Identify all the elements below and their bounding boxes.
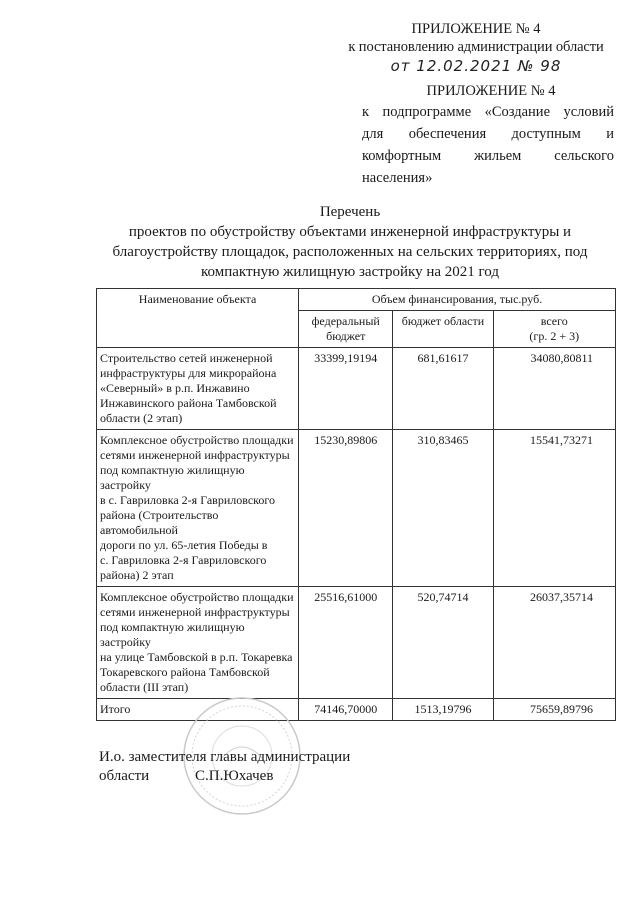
table-row	[97, 348, 616, 430]
object-name-line: «Северный» в р.п. Инжавино	[100, 381, 250, 395]
header-object-name: Наименование объекта	[97, 289, 299, 348]
object-name-line: с. Гавриловка 2-я Гавриловского	[100, 553, 267, 567]
title-line: благоустройству площадок, расположенных на сельских территориях, под	[112, 244, 588, 260]
object-name-line: сетями инженерной инфраструктуры	[100, 448, 290, 462]
funding-table	[96, 288, 616, 721]
title-line: Перечень	[319, 204, 381, 220]
regional-budget-cell: 681,61617	[393, 348, 493, 430]
object-name-line: района) 2 этап	[100, 568, 174, 582]
federal-budget-cell: 25516,61000	[299, 587, 393, 699]
appendix-title-2: ПРИЛОЖЕНИЕ № 4	[426, 83, 556, 99]
federal-budget-cell: 33399,19194	[299, 348, 393, 430]
table-row	[97, 587, 616, 699]
object-name-line: Инжавинского района Тамбовской	[100, 396, 277, 410]
handwritten-date: от 12.02.2021 № 98	[390, 57, 562, 75]
object-name-line: области (III этап)	[100, 680, 189, 694]
object-name-line: инфраструктуры для микрорайона	[100, 366, 277, 380]
subprogram-line: населения»	[362, 170, 433, 186]
total-label-cell: Итого	[97, 699, 299, 721]
signer-position: И.о. заместителя главы администрации	[99, 749, 351, 765]
object-name-cell	[97, 587, 299, 699]
object-name-cell	[97, 348, 299, 430]
object-name-line: сетями инженерной инфраструктуры	[100, 605, 290, 619]
table-body	[97, 348, 616, 721]
object-name-line: дороги по ул. 65-летия Победы в	[100, 538, 268, 552]
signer-position-cont: области	[99, 768, 150, 784]
object-name-line: Комплексное обустройство площадки	[100, 590, 294, 604]
object-name-line: на улице Тамбовской в р.п. Токаревка	[100, 650, 293, 664]
grand-total-cell: 75659,89796	[493, 699, 615, 721]
resolution-line: к постановлению администрации области	[348, 39, 604, 55]
total-cell: 34080,80811	[493, 348, 615, 430]
object-name-cell	[97, 430, 299, 587]
object-name-line: Комплексное обустройство площадки	[100, 433, 294, 447]
subprogram-line: для обеспечения доступным и	[362, 126, 614, 142]
title-line: компактную жилищную застройку на 2021 год	[201, 264, 499, 280]
table-header-row	[97, 289, 616, 311]
title-line: проектов по обустройству объектами инженерной инфраструктуры и	[128, 224, 572, 240]
object-name-line: Строительство сетей инженерной	[100, 351, 273, 365]
subprogram-line: к подпрограмме «Создание условий	[362, 104, 614, 120]
regional-budget-cell: 310,83465	[393, 430, 493, 587]
object-name-line: в с. Гавриловка 2-я Гавриловского	[100, 493, 275, 507]
total-federal-cell: 74146,70000	[299, 699, 393, 721]
object-name-line: под компактную жилищную застройку	[100, 463, 245, 492]
regional-budget-cell: 520,74714	[393, 587, 493, 699]
table-total-row	[97, 699, 616, 721]
header-total: всего (гр. 2 + 3)	[493, 311, 615, 348]
header-regional: бюджет области	[393, 311, 493, 348]
total-cell: 26037,35714	[493, 587, 615, 699]
header-federal: федеральный бюджет	[299, 311, 393, 348]
subprogram-line: комфортным жильем сельского	[362, 148, 614, 164]
signer-name: С.П.Юхачев	[195, 768, 274, 784]
object-name-line: области (2 этап)	[100, 411, 183, 425]
federal-budget-cell: 15230,89806	[299, 430, 393, 587]
object-name-line: Токаревского района Тамбовской	[100, 665, 270, 679]
object-name-line: под компактную жилищную застройку	[100, 620, 245, 649]
table-row	[97, 430, 616, 587]
object-name-line: района (Строительство автомобильной	[100, 508, 219, 537]
total-cell: 15541,73271	[493, 430, 615, 587]
signature-block	[99, 748, 399, 786]
appendix-header	[338, 20, 614, 188]
appendix-title: ПРИЛОЖЕНИЕ № 4	[411, 21, 541, 37]
document-title	[100, 202, 600, 282]
header-funding: Объем финансирования, тыс.руб.	[299, 289, 616, 311]
total-regional-cell: 1513,19796	[393, 699, 493, 721]
